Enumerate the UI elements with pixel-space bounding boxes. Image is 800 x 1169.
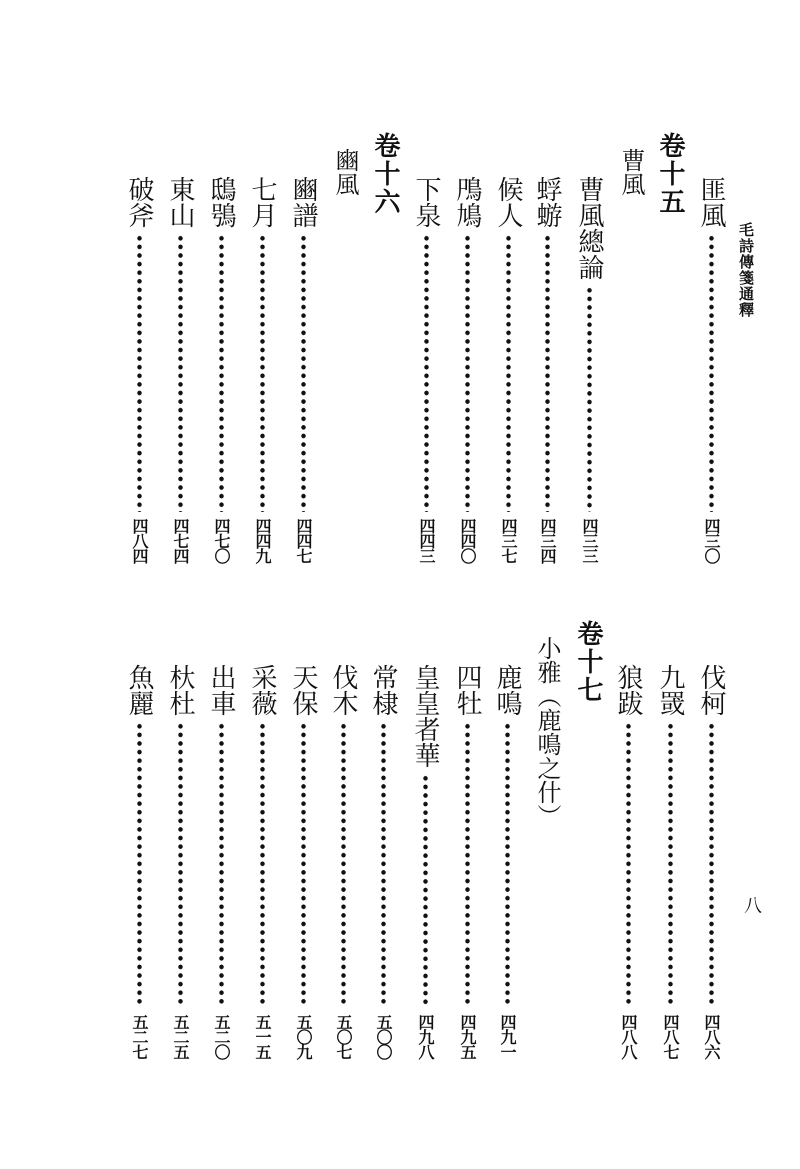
leader-dots [423,234,430,512]
toc-entry-page: 四三〇 [702,518,721,563]
toc-entry-title: 出車 [206,664,236,716]
leader-dots [464,722,471,1006]
page-number: 八 [741,896,762,914]
leader-dots [177,722,184,1006]
leader-dots [340,722,347,1006]
toc-entry-page: 四八四 [130,518,149,563]
leader-dots [300,234,307,512]
toc-entry-title: 伐柯 [696,664,726,716]
toc-entry-page: 四八六 [702,1014,721,1059]
leader-dots [544,234,551,512]
toc-entry-page: 四四七 [294,518,313,563]
toc-entry-page: 四九五 [458,1014,477,1059]
toc-entry-title: 下泉 [411,176,441,228]
toc-entry-title: 杕杜 [165,664,195,716]
toc-entry-page: 四三七 [499,518,518,563]
leader-dots [380,722,387,1006]
volume-heading: 卷十七 [573,620,603,704]
toc-entry-title: 曹風總論 [574,176,604,280]
toc-entry-page: 五一五 [253,1014,272,1059]
toc-entry-title: 皇皇者華 [410,664,440,768]
leader-dots [504,722,511,1006]
toc-entry-title: 伐木 [328,664,358,716]
toc-entry-title: 九罭 [655,664,685,716]
toc-entry-page: 五〇〇 [374,1014,393,1059]
toc-entry-page: 五二五 [171,1014,190,1059]
toc-entry-title: 鹿鳴 [492,664,522,716]
toc-entry-title: 四牡 [452,664,482,716]
leader-dots [300,722,307,1006]
toc-entry-page: 四四〇 [458,518,477,563]
toc-entry-page: 四三四 [538,518,557,563]
toc-entry-title: 鴟鴞 [206,176,236,228]
leader-dots [422,774,429,1006]
toc-entry-title: 狼跋 [613,664,643,716]
leader-dots [136,722,143,1006]
leader-dots [708,234,715,512]
leader-dots [667,722,674,1006]
leader-dots [625,722,632,1006]
toc-entry-page: 四七〇 [212,518,231,563]
toc-entry-title: 七月 [247,176,277,228]
section-heading: 豳風 [331,148,359,196]
toc-entry-page: 四四九 [253,518,272,563]
leader-dots [218,722,225,1006]
toc-entry-page: 四四三 [417,518,436,563]
toc-entry-title: 鳲鳩 [452,176,482,228]
toc-entry-page: 四七四 [171,518,190,563]
toc-entry-title: 豳譜 [288,176,318,228]
leader-dots [708,722,715,1006]
leader-dots [218,234,225,512]
toc-entry-title: 常棣 [368,664,398,716]
toc-entry-page: 五〇七 [334,1014,353,1059]
leader-dots [259,722,266,1006]
toc-entry-title: 魚麗 [124,664,154,716]
toc-entry-page: 五二〇 [212,1014,231,1059]
section-heading: 曹風 [617,148,645,196]
toc-entry-page: 四八七 [661,1014,680,1059]
leader-dots [464,234,471,512]
volume-heading: 卷十五 [655,132,685,216]
toc-entry-title: 采薇 [247,664,277,716]
volume-heading: 卷十六 [370,132,400,216]
toc-entry-page: 五二七 [130,1014,149,1059]
toc-entry-title: 候人 [493,176,523,228]
toc-entry-title: 破斧 [124,176,154,228]
section-heading: 小雅（鹿鳴之什） [533,636,561,828]
leader-dots [259,234,266,512]
running-header: 毛詩傳箋通釋 [737,222,755,318]
toc-entry-page: 四九八 [416,1014,435,1059]
toc-entry-page: 四三三 [580,518,599,563]
toc-entry-title: 匪風 [696,176,726,228]
toc-entry-page: 四九一 [498,1014,517,1059]
leader-dots [505,234,512,512]
leader-dots [586,286,593,512]
leader-dots [136,234,143,512]
leader-dots [177,234,184,512]
toc-entry-page: 五〇九 [294,1014,313,1059]
toc-entry-title: 東山 [165,176,195,228]
toc-entry-page: 四八八 [619,1014,638,1059]
toc-entry-title: 蜉蝣 [532,176,562,228]
toc-entry-title: 天保 [288,664,318,716]
